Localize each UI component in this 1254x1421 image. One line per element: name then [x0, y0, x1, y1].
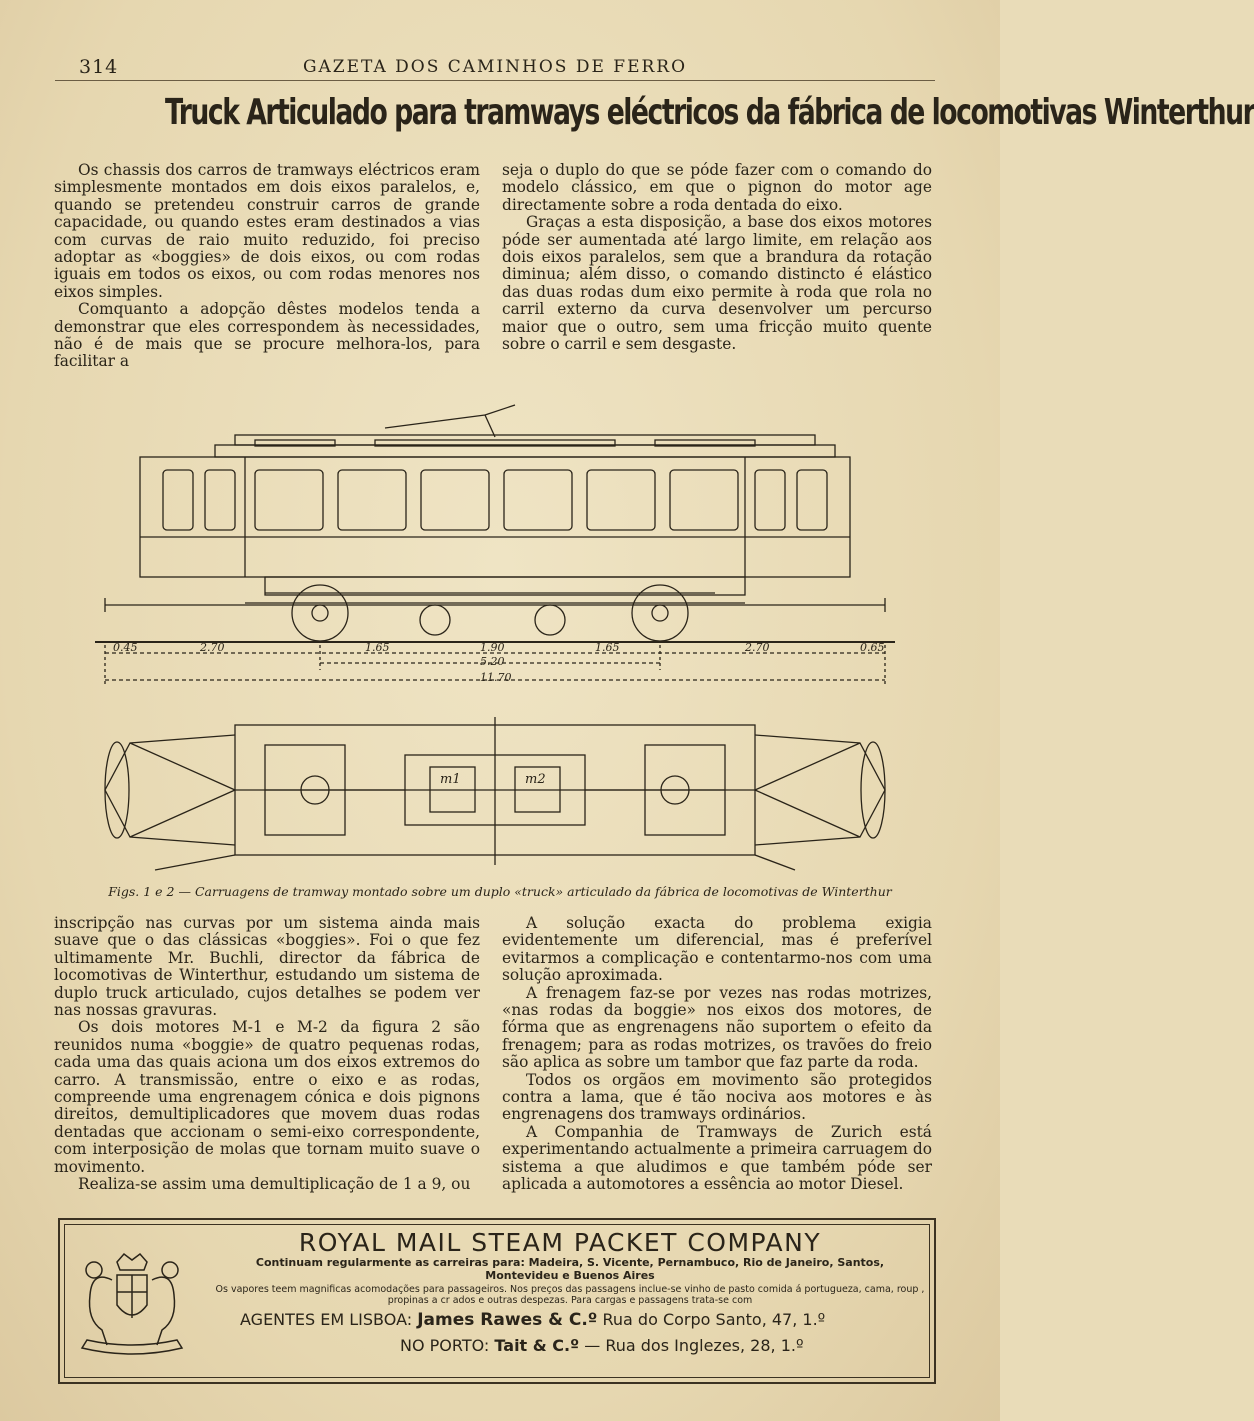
motor-label-m1: m1: [440, 772, 461, 787]
page-number: 314: [79, 56, 119, 78]
text-column-1: [54, 162, 480, 371]
paragraph: Realiza-se assim uma demultiplicação de 1 a 9, ou: [78, 1175, 471, 1194]
porto-agent: Tait & C.º: [494, 1336, 580, 1355]
paragraph: seja o duplo do que se póde fazer com o comando do modelo clássico, em que o pignon do motor age directamente sobre a roda dentada do eixo.: [502, 161, 932, 214]
dimension-label: 0.45: [113, 641, 138, 654]
dimension-label: 1.90: [480, 641, 505, 654]
plan-view-drawing: [105, 717, 885, 870]
porto-label: NO PORTO:: [400, 1336, 490, 1355]
lisbon-label: AGENTES EM LISBOA:: [240, 1310, 413, 1329]
royal-coat-of-arms-emblem: [72, 1250, 192, 1360]
dimension-label: 2.70: [200, 641, 225, 654]
paragraph: inscripção nas curvas por um sistema ainda mais suave que o das clássicas «boggies». Foi o que fez ultimamente Mr. Buchli, director da fábrica de locomotivas de Winterthur, estudando um sistema de duplo truck articulado, cujos detalhes se podem ver nas nossas gravuras.: [54, 914, 480, 1020]
paragraph: Graças a esta disposição, a base dos eixos motores póde ser aumentada até largo limite, em relação aos dois eixos paralelos, sem que a brandura da rotação diminua; além disso, o comando distincto é elástico das duas rodas dum eixo permite à roda que rola no carril externo da curva desenvolver um percurso maior que o outro, sem uma fricção muito quente sobre o carril e sem desgaste.: [502, 213, 932, 354]
lisbon-agent: James Rawes & C.º: [417, 1310, 598, 1330]
dimension-label: 0.65: [860, 641, 885, 654]
text-column-4: [502, 915, 932, 1194]
text-column-2: [502, 162, 932, 353]
advertisement-box: [58, 1218, 936, 1384]
motor-label-m2: m2: [525, 772, 546, 787]
dimension-label: 1.65: [595, 641, 620, 654]
ad-routes: Continuam regularmente as carreiras para: Madeira, S. Vicente, Pernambuco, Rio de Janeiro, Santos, Montevideu e Buenos Aires: [255, 1256, 885, 1282]
paragraph: A solução exacta do problema exigia evidentemente um diferencial, mas é preferível evitarmos a complicação e contentarmo-nos com uma solução aproximada.: [502, 914, 932, 985]
article-title: Truck Articulado para tramways eléctricos da fábrica de locomotivas Winterthur: [165, 92, 1254, 133]
paragraph: Os chassis dos carros de tramways eléctricos eram simplesmente montados em dois eixos paralelos, e, quando se pretendeu construir carros de grande capacidade, ou quando estes eram destinados a vias com curvas de raio muito reduzido, foi preciso adoptar as «boggies» de dois eixos, ou com rodas iguais em todos os eixos, ou com rodas menores nos eixos simples.: [54, 161, 480, 301]
tram-drawing-figure: [95, 395, 895, 875]
lisbon-address: Rua do Corpo Santo, 47, 1.º: [602, 1310, 826, 1329]
ad-porto-agents: [400, 1336, 920, 1355]
journal-title: GAZETA DOS CAMINHOS DE FERRO: [302, 57, 688, 77]
paragraph: A frenagem faz-se por vezes nas rodas motrizes, «nas rodas da boggie» nos eixos dos motores, de fórma que as engrenagens não suportem o efeito da frenagem; para as rodas motrizes, os travões do freio são aplica as sobre um tambor que faz parte da roda.: [502, 983, 932, 1072]
text-column-3: [54, 915, 480, 1194]
ad-company-name: ROYAL MAIL STEAM PACKET COMPANY: [298, 1228, 822, 1257]
dimension-label: 1.65: [365, 641, 390, 654]
dimension-label: 2.70: [745, 641, 770, 654]
figure-caption: Figs. 1 e 2 — Carruagens de tramway montado sobre um duplo «truck» articulado da fábrica de locomotivas de Winterthur: [108, 884, 892, 899]
paragraph: Comquanto a adopção dêstes modelos tenda a demonstrar que eles correspondem às necessidades, não é de mais que se procure melhora-los, para facilitar a: [54, 300, 480, 371]
dimension-label: 5.20: [480, 655, 505, 668]
ad-lisbon-agents: [240, 1310, 940, 1330]
dimension-label: 11.70: [480, 671, 512, 684]
ad-passenger-note: Os vapores teem magnificas acomodações para passageiros. Nos preços das passagens inclue-se vinho de pasto comida á portugueza, cama, roup , propinas a cr ados e outras despezas. Para cargas e passagens trata-se com: [215, 1284, 925, 1306]
paragraph: Os dois motores M-1 e M-2 da figura 2 são reunidos numa «boggie» de quatro pequenas rodas, cada uma das quais aciona um dos eixos extremos do carro. A transmissão, entre o eixo e as rodas, compreende uma engrenagem cónica e dois pignons direitos, demultiplicadores que movem duas rodas dentadas que accionam o semi-eixo correspondente, com interposição de molas que tornam muito suave o movimento.: [54, 1018, 480, 1176]
paragraph: A Companhia de Tramways de Zurich está experimentando actualmente a primeira carruagem do sistema a que aludimos e que também póde ser aplicada a automotores a essência ao motor Diesel.: [502, 1122, 932, 1194]
paragraph: Todos os orgãos em movimento são protegidos contra a lama, que é tão nociva aos motores e às engrenagens dos tramways ordinários.: [502, 1070, 932, 1124]
page-header: [55, 52, 935, 81]
porto-address: — Rua dos Inglezes, 28, 1.º: [584, 1336, 804, 1355]
